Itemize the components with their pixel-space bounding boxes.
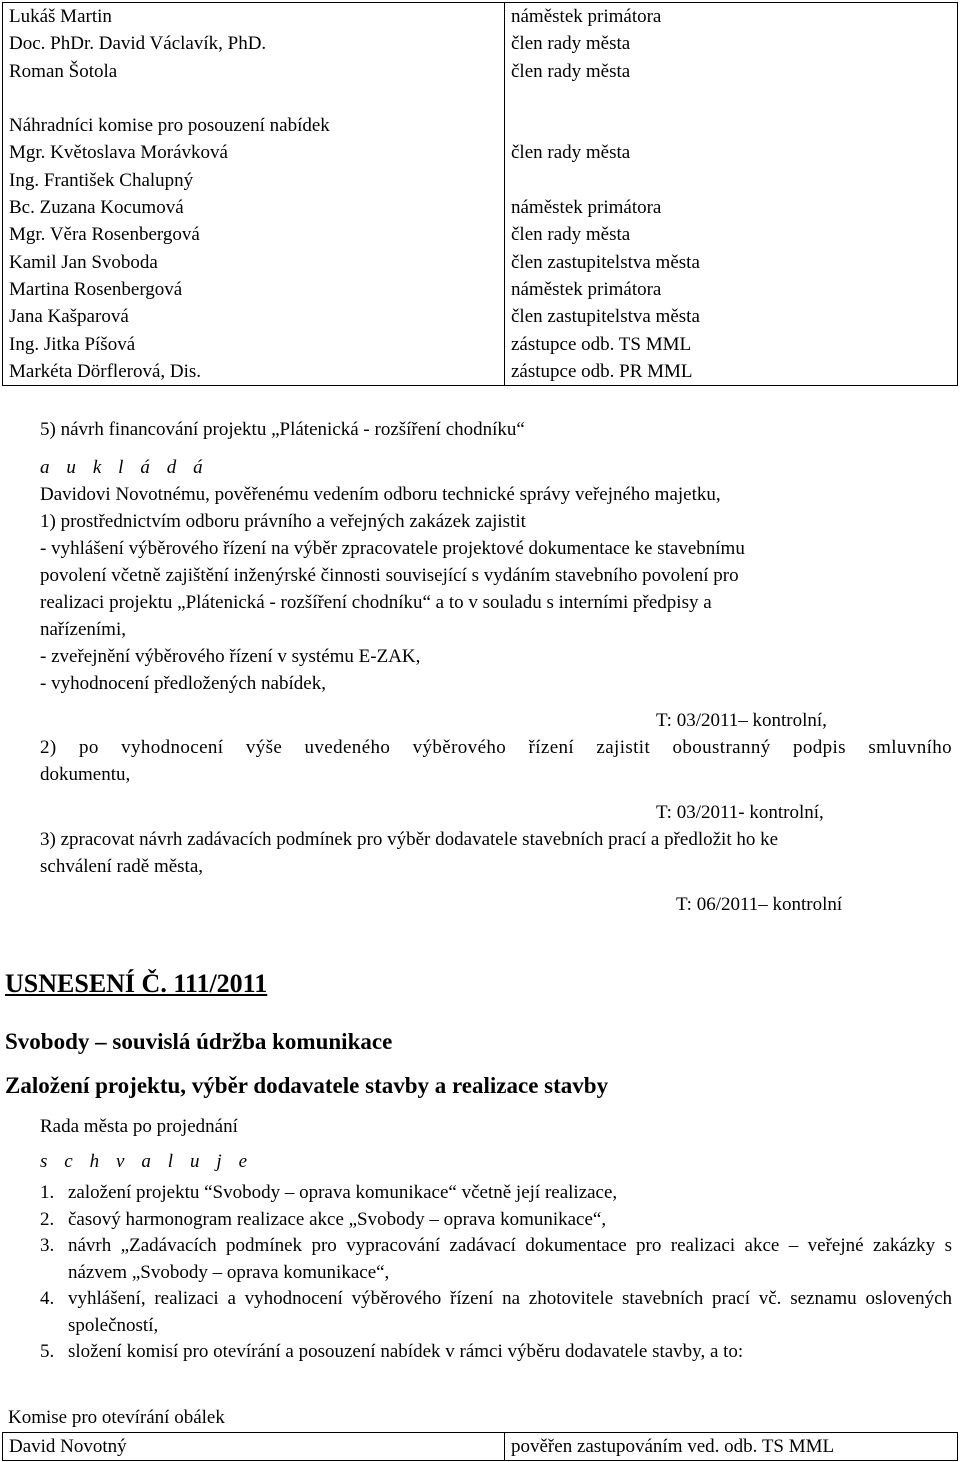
alternate-role [511, 167, 957, 194]
resolution-intro: Rada města po projednání [40, 1116, 238, 1137]
commission-name: David Novotný [3, 1433, 505, 1461]
list-item: 5. složení komisí pro otevírání a posouzení nabídek v rámci výběru dodavatele stavby, a to: [40, 1341, 744, 1362]
alternate-name: Jana Kašparová [9, 306, 129, 328]
alternate-name: Martina Rosenbergová [9, 278, 183, 300]
item5-p3: 3) zpracovat návrh zadávacích podmínek pro výběr dodavatele stavebních prací a předložit ho ke [40, 829, 779, 850]
member-role: člen rady města [511, 33, 631, 55]
resolution-items [40, 1180, 952, 1366]
alternate-name: Bc. Zuzana Kocumová [9, 197, 184, 219]
member-role: náměstek primátora [511, 6, 662, 27]
member-role: člen rady města [511, 60, 631, 82]
alternate-name: Ing. František Chalupný [9, 169, 194, 191]
item5-p2b: dokumentu, [40, 764, 131, 785]
members-table [2, 2, 958, 386]
alternate-name: Mgr. Věra Rosenbergová [9, 224, 200, 246]
deadline: T: 03/2011- kontrolní, [656, 802, 824, 823]
alternate-role: zástupce odb. PR MML [511, 360, 693, 382]
item5-title: 5) návrh financování projektu „Plátenická - rozšíření chodníku“ [40, 419, 525, 440]
item5-line: povolení včetně zajištění inženýrské činnosti související s vydáním stavebního povolení pro [40, 565, 739, 586]
list-item: 3. návrh „Zadávacích podmínek pro vypracování zadávací dokumentace pro realizaci akce – veřejné zakázky s názvem „Svobody – oprava komunikace“, [40, 1235, 952, 1283]
item5-verb: a u k l á d á [40, 457, 209, 478]
resolution-subtitle: Založení projektu, výběr dodavatele stavby a realizace stavby [5, 1073, 609, 1098]
commission-heading: Komise pro otevírání obálek [8, 1407, 225, 1428]
resolution-heading: USNESENÍ Č. 111/2011 [5, 969, 268, 998]
alternate-role: náměstek primátora [511, 278, 662, 300]
table-row [3, 3, 958, 386]
list-item: 2. časový harmonogram realizace akce „Svobody – oprava komunikace“, [40, 1208, 607, 1230]
list-item: 1. založení projektu “Svobody – oprava komunikace“ včetně její realizace, [40, 1182, 618, 1203]
resolution-verb: s c h v a l u j e [40, 1151, 254, 1172]
commission-role: pověřen zastupováním ved. odb. TS MML [505, 1433, 958, 1461]
item5-p3b: schválení radě města, [40, 856, 204, 877]
alternate-name: Mgr. Květoslava Morávková [9, 142, 228, 164]
alternate-role: člen rady města [511, 142, 631, 164]
alternate-name: Kamil Jan Svoboda [9, 251, 158, 273]
item5-line: - vyhodnocení předložených nabídek, [40, 673, 326, 694]
list-item: 4. vyhlášení, realizaci a vyhodnocení výběrového řízení na zhotovitele stavebních prací vč. seznamu oslovených společností, [40, 1288, 952, 1336]
alternate-role: člen zastupitelstva města [511, 251, 700, 273]
member-name: Doc. PhDr. David Václavík, PhD. [9, 33, 267, 55]
table-row [3, 1433, 958, 1461]
names-cell [3, 3, 505, 386]
member-name: Roman Šotola [9, 60, 118, 82]
deadline: T: 06/2011– kontrolní [676, 894, 843, 915]
item5-addressee: Davidovi Novotnému, pověřenému vedením odboru technické správy veřejného majetku, [40, 484, 721, 505]
roles-cell [505, 3, 958, 386]
member-name: Lukáš Martin [9, 6, 112, 27]
item5-line: nařízeními, [40, 619, 126, 640]
item5-p2: 2) po vyhodnocení výše uvedeného výběrového řízení zajistit oboustranný podpis smluvního [40, 737, 952, 758]
alternate-role: člen rady města [511, 224, 631, 246]
alternates-heading: Náhradníci komise pro posouzení nabídek [9, 115, 330, 137]
item5-line: - zveřejnění výběrového řízení v systému E-ZAK, [40, 646, 421, 667]
item5-line: realizaci projektu „Plátenická - rozšíření chodníku“ a to v souladu s interními předpisy a [40, 592, 712, 613]
resolution-subject: Svobody – souvislá údržba komunikace [5, 1029, 393, 1054]
alternate-role: člen zastupitelstva města [511, 306, 700, 328]
item5-line: - vyhlášení výběrového řízení na výběr zpracovatele projektové dokumentace ke stavebnímu [40, 538, 745, 559]
item5-line: 1) prostřednictvím odboru právního a veřejných zakázek zajistit [40, 511, 526, 532]
commission-table [2, 1432, 958, 1461]
alternate-role: náměstek primátora [511, 197, 662, 219]
alternate-role: zástupce odb. TS MML [511, 333, 692, 355]
alternate-name: Ing. Jitka Píšová [9, 333, 136, 355]
deadline: T: 03/2011– kontrolní, [656, 710, 827, 731]
alternate-name: Markéta Dörflerová, Dis. [9, 360, 202, 382]
